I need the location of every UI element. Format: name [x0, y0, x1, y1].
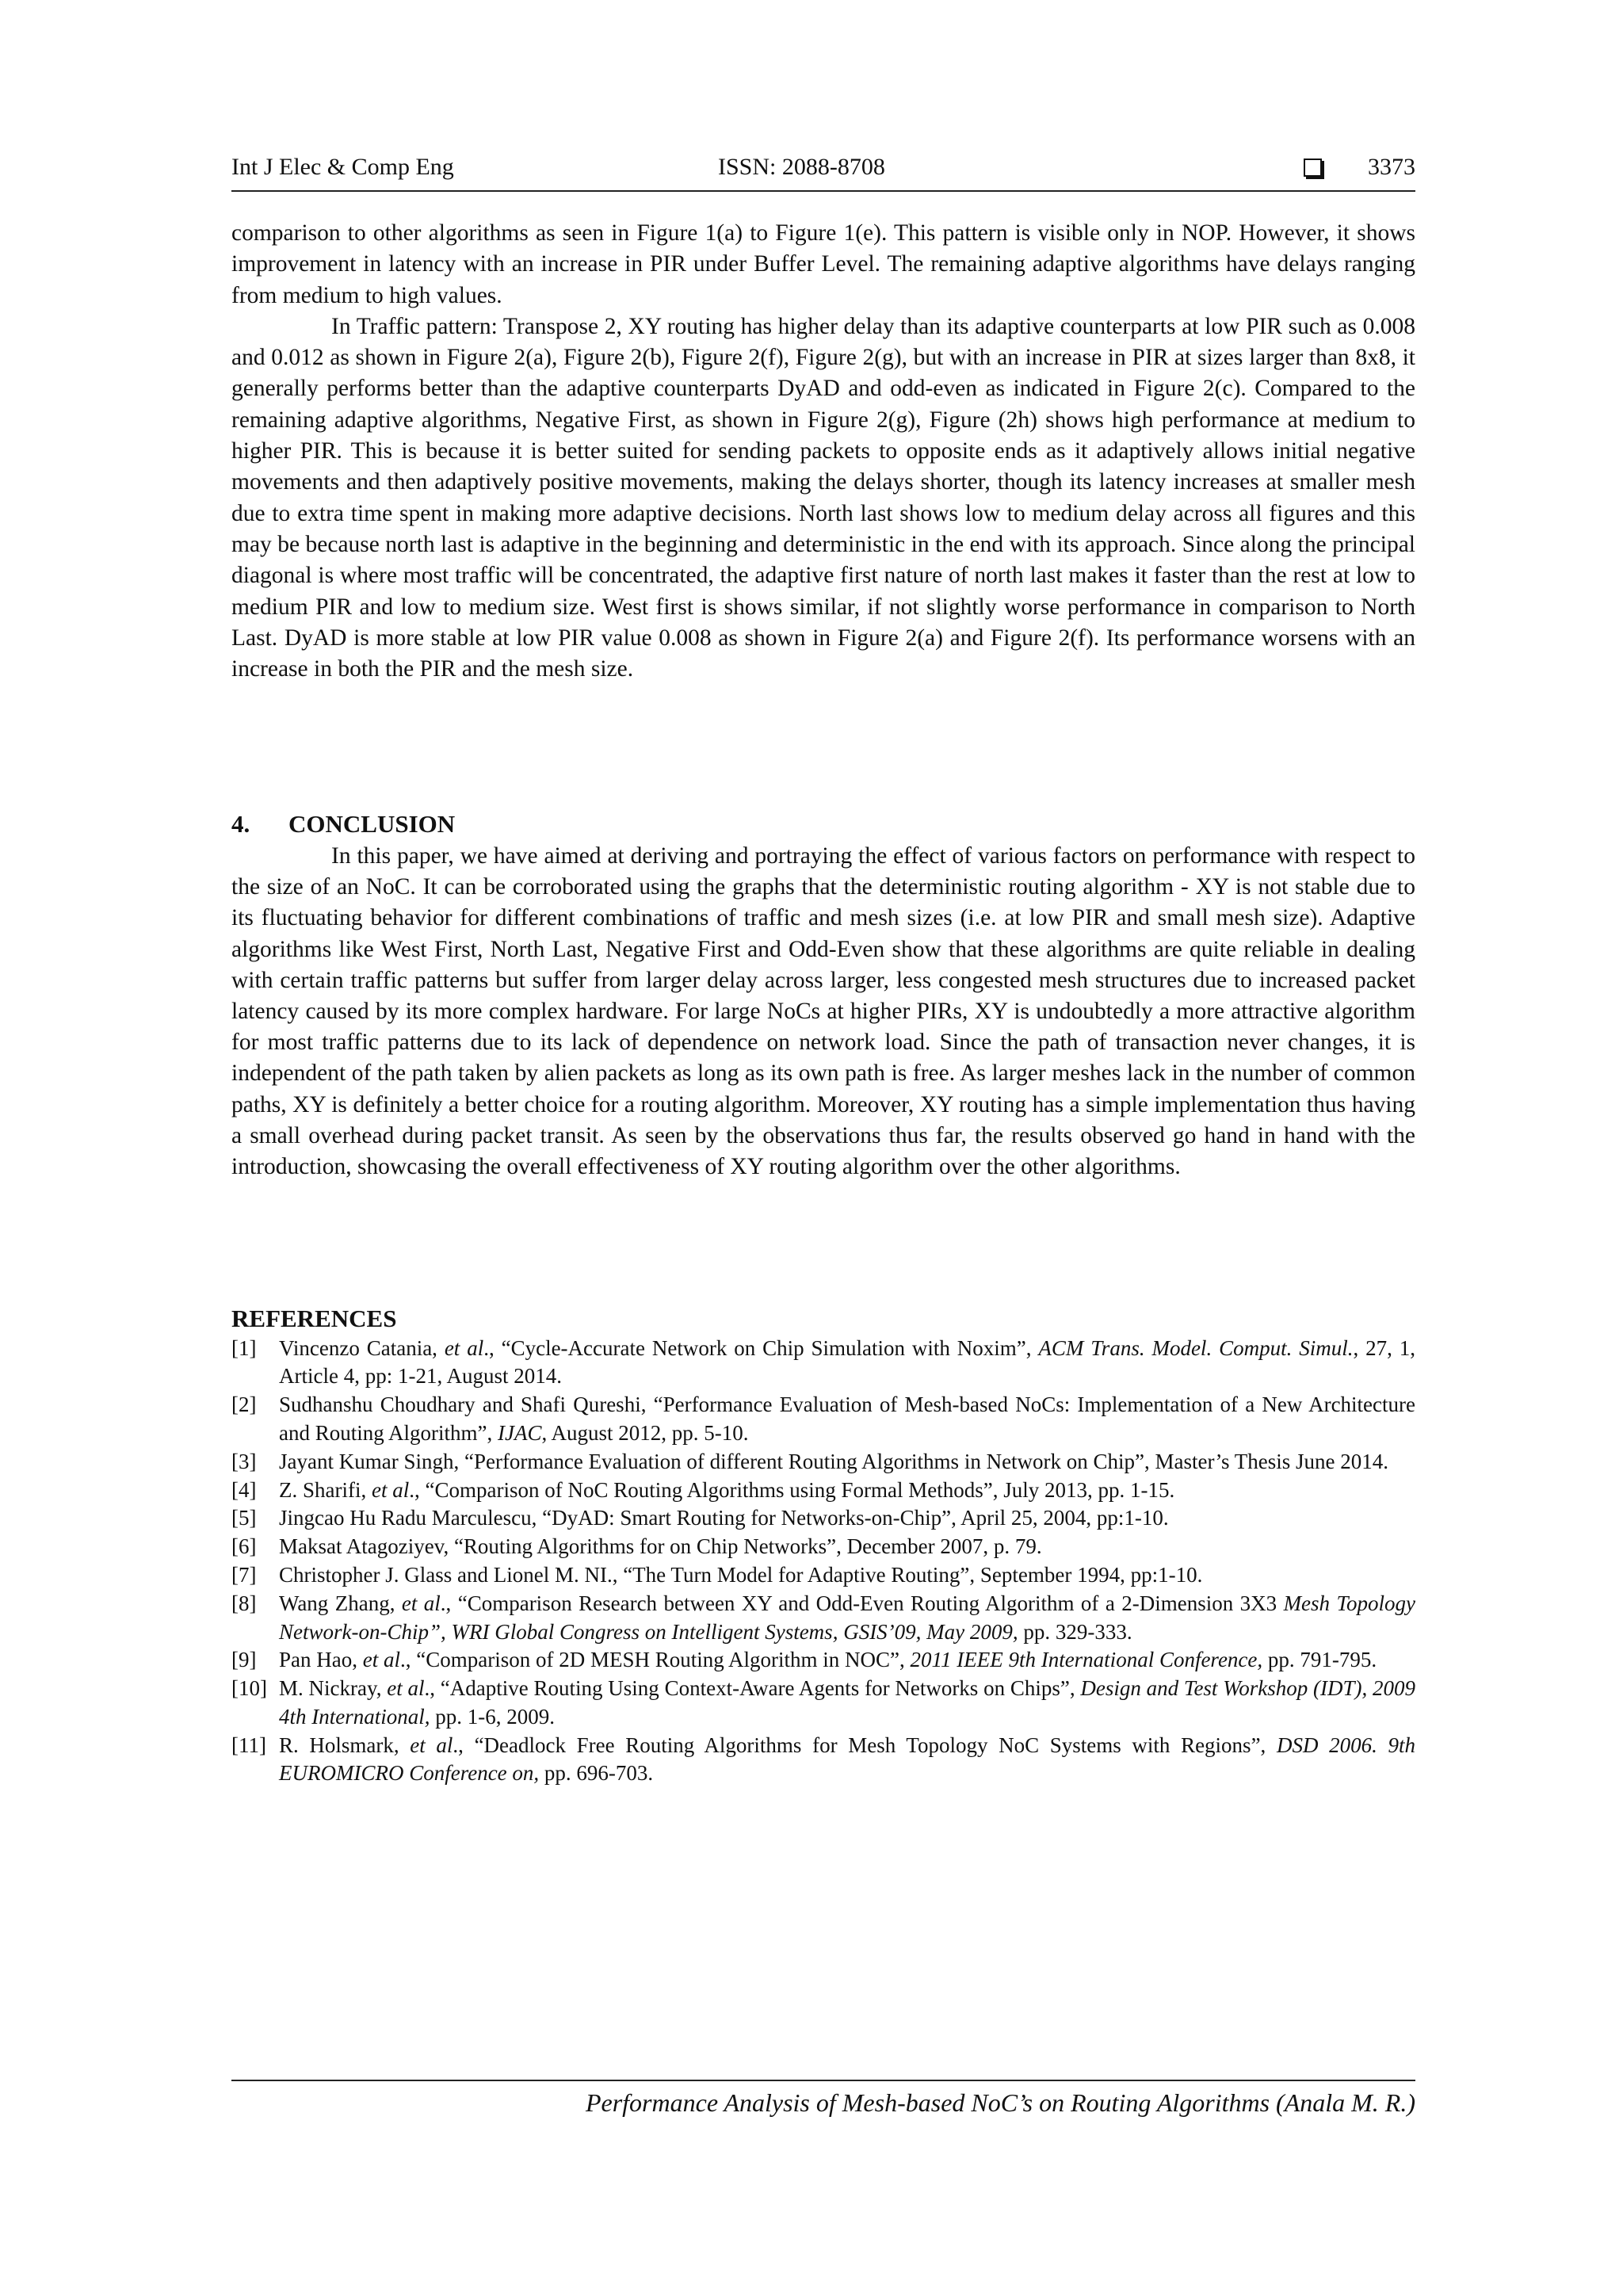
reference-item: [231, 1646, 1415, 1674]
paragraph-1: comparison to other algorithms as seen in Figure 1(a) to Figure 1(e). This pattern is visible only in NOP. However, it shows improvement in latency with an increase in PIR under Buffer Level. The remaining adaptive algorithms have delays ranging from medium to high values.: [231, 220, 1415, 308]
section-title: CONCLUSION: [288, 810, 456, 838]
reference-segment: Christopher J. Glass and Lionel M. NI., “The Turn Model for Adaptive Routing”, September 1994, pp:1-10.: [279, 1563, 1203, 1587]
reference-segment: ., “Comparison of 2D MESH Routing Algorithm in NOC”,: [399, 1648, 911, 1672]
reference-italic: 2011 IEEE 9th International Conference,: [910, 1648, 1263, 1672]
reference-item: [231, 1477, 1415, 1504]
reference-segment: ., “Deadlock Free Routing Algorithms for Mesh Topology NoC Systems with Regions”,: [453, 1733, 1277, 1757]
reference-text: [279, 1646, 1415, 1674]
reference-segment: R. Holsmark,: [279, 1733, 411, 1757]
reference-segment: Vincenzo Catania,: [279, 1336, 445, 1360]
reference-text: [279, 1477, 1415, 1504]
reference-segment: pp. 329-333.: [1018, 1619, 1132, 1644]
reference-segment: Pan Hao,: [279, 1648, 363, 1672]
paragraph-2: In Traffic pattern: Transpose 2, XY routing has higher delay than its adaptive counterparts at low PIR such as 0.008 and 0.012 as shown in Figure 2(a), Figure 2(b), Figure 2(f), Figure 2(g), but with an increase in PIR at sizes larger than 8x8, it generally performs better than the adaptive counterparts DyAD and odd-even as indicated in Figure 2(c). Compared to the remaining adaptive algorithms, Negative First, as shown in Figure 2(g), Figure (2h) shows high performance at medium to higher PIR. This is because it is better suited for sending packets to opposite ends as it adaptively allows initial negative movements and then adaptively positive movements, making the delays shorter, though its latency increases at smaller mesh due to extra time spent in making more adaptive decisions. North last shows low to medium delay across all figures and this may be because north last is adaptive in the beginning and deterministic in the end with its approach. Since along the principal diagonal is where most traffic will be concentrated, the adaptive first nature of north last makes it faster than the rest at low to medium PIR and low to medium size. West first is shows similar, if not slightly worse performance in comparison to North Last. DyAD is more stable at low PIR value 0.008 as shown in Figure 2(a) and Figure 2(f). Its performance worsens with an increase in both the PIR and the mesh size.: [231, 313, 1415, 682]
reference-number: [9]: [231, 1648, 257, 1672]
reference-italic: et al: [362, 1648, 400, 1672]
reference-number: [8]: [231, 1591, 257, 1616]
conclusion-heading: [231, 810, 455, 839]
reference-list: [231, 1335, 1415, 1788]
reference-text: [279, 1561, 1415, 1589]
reference-italic: IJAC: [498, 1420, 542, 1445]
page-number: 3373: [1368, 154, 1415, 180]
reference-number: [10]: [231, 1676, 267, 1701]
reference-segment: , 27, 1, Article 4, pp: 1-21, August 2014.: [279, 1336, 1416, 1389]
footer-divider: [231, 2080, 1415, 2081]
reference-segment: M. Nickray,: [279, 1676, 388, 1701]
reference-segment: pp. 791-795.: [1262, 1648, 1377, 1672]
reference-segment: pp. 696-703.: [539, 1761, 654, 1786]
reference-segment: ., “Adaptive Routing Using Context-Aware Agents for Networks on Chips”,: [424, 1676, 1081, 1701]
reference-segment: Z. Sharifi,: [279, 1477, 372, 1502]
reference-text: [279, 1391, 1415, 1447]
reference-segment: Maksat Atagoziyev, “Routing Algorithms for on Chip Networks”, December 2007, p. 79.: [279, 1534, 1042, 1559]
reference-italic: et al: [401, 1591, 441, 1616]
reference-number: [4]: [231, 1477, 257, 1502]
body-text: [231, 218, 1415, 685]
reference-item: [231, 1590, 1415, 1646]
reference-segment: pp. 1-6, 2009.: [430, 1704, 555, 1729]
reference-text: [279, 1448, 1415, 1476]
reference-italic: ACM Trans. Model. Comput. Simul.: [1038, 1336, 1354, 1360]
reference-italic: et al: [371, 1477, 410, 1502]
references-heading: REFERENCES: [231, 1305, 397, 1332]
section-number: 4.: [231, 810, 250, 838]
reference-item: [231, 1732, 1415, 1788]
reference-number: [3]: [231, 1449, 257, 1473]
page-header: [231, 154, 1415, 192]
reference-number: [2]: [231, 1392, 257, 1417]
reference-italic: DSD 2006. 9th EUROMICRO Conference on,: [279, 1733, 1415, 1786]
reference-number: [7]: [231, 1563, 257, 1587]
reference-item: [231, 1675, 1415, 1731]
reference-text: [279, 1533, 1415, 1561]
reference-item: [231, 1504, 1415, 1532]
reference-segment: Sudhanshu Choudhary and Shafi Qureshi, “Performance Evaluation of Mesh-based NoCs: Implementation of a New Architecture and Routing Algorithm”,: [279, 1392, 1415, 1445]
running-footer: Performance Analysis of Mesh-based NoC’s on Routing Algorithms (Anala M. R.): [585, 2088, 1415, 2117]
reference-segment: ., “Cycle-Accurate Network on Chip Simulation with Noxim”,: [483, 1336, 1039, 1360]
reference-segment: ., “Comparison of NoC Routing Algorithms using Formal Methods”, July 2013, pp. 1-15.: [409, 1477, 1175, 1502]
journal-name: Int J Elec & Comp Eng: [231, 154, 454, 180]
reference-text: [279, 1675, 1415, 1731]
reference-segment: Jingcao Hu Radu Marculescu, “DyAD: Smart Routing for Networks-on-Chip”, April 25, 2004, pp:1-10.: [279, 1506, 1169, 1530]
reference-italic: et al: [387, 1676, 425, 1701]
square-bullet-icon: [1304, 159, 1322, 177]
reference-item: [231, 1561, 1415, 1589]
reference-text: [279, 1504, 1415, 1532]
reference-number: [5]: [231, 1506, 257, 1530]
reference-italic: Design and Test Workshop (IDT), 2009 4th International,: [279, 1676, 1415, 1729]
reference-item: [231, 1448, 1415, 1476]
reference-segment: Jayant Kumar Singh, “Performance Evaluation of different Routing Algorithms in Network on Chip”, Master’s Thesis June 2014.: [279, 1449, 1389, 1473]
reference-item: [231, 1533, 1415, 1561]
reference-italic: Mesh Topology Network-on-Chip”, WRI Global Congress on Intelligent Systems, GSIS’09, May 2009,: [279, 1591, 1415, 1644]
reference-italic: et al: [410, 1733, 453, 1757]
reference-segment: Wang Zhang,: [279, 1591, 402, 1616]
reference-text: [279, 1590, 1415, 1646]
conclusion-text: In this paper, we have aimed at deriving and portraying the effect of various factors on performance with respect to the size of an NoC. It can be corroborated using the graphs that the deterministic routing algorithm - XY is not stable due to its fluctuating behavior for different combinations of traffic and mesh sizes (i.e. at low PIR and small mesh size). Adaptive algorithms like West First, North Last, Negative First and Odd-Even show that these algorithms are quite reliable in dealing with certain traffic patterns but suffer from larger delay across larger, less congested mesh structures due to increased packet latency caused by its more complex hardware. For large NoCs at higher PIRs, XY is undoubtedly a more attractive algorithm for most traffic patterns due to its lack of dependence on network load. Since the path of transaction never changes, it is independent of the path taken by alien packets as long as its own path is free. As larger meshes lack in the number of common paths, XY is definitely a better choice for a routing algorithm. Moreover, XY routing has a simple implementation thus having a small overhead during packet transit. As seen by the observations thus far, the results observed go hand in hand with the introduction, showcasing the overall effectiveness of XY routing algorithm over the other algorithms.: [231, 843, 1415, 1180]
issn: ISSN: 2088-8708: [718, 154, 885, 180]
reference-segment: , August 2012, pp. 5-10.: [541, 1420, 749, 1445]
reference-item: [231, 1391, 1415, 1447]
reference-segment: ., “Comparison Research between XY and Odd-Even Routing Algorithm of a 2-Dimension 3X3: [440, 1591, 1284, 1616]
reference-text: [279, 1732, 1415, 1788]
reference-number: [11]: [231, 1733, 266, 1757]
reference-item: [231, 1335, 1415, 1391]
reference-number: [6]: [231, 1534, 257, 1559]
reference-text: [279, 1335, 1415, 1391]
reference-number: [1]: [231, 1336, 257, 1360]
reference-italic: et al: [444, 1336, 484, 1360]
